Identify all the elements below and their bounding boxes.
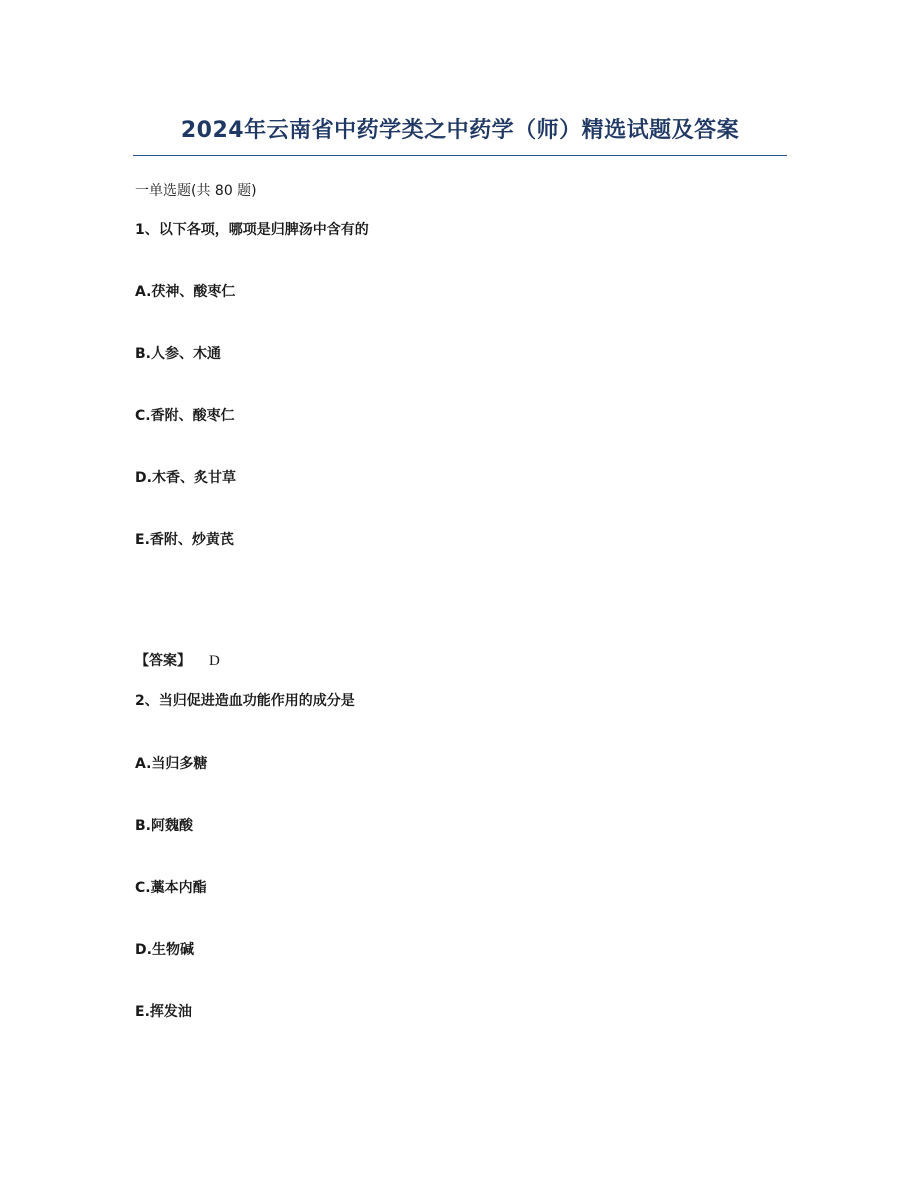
question-2-option-c: C.藁本内酯 (135, 880, 207, 896)
question-2-option-b: B.阿魏酸 (135, 818, 193, 834)
question-1-stem: 1、以下各项，哪项是归脾汤中含有的 (135, 222, 369, 238)
answer-value: D (209, 653, 220, 669)
question-1-option-e: E.香附、炒黄芪 (135, 532, 234, 548)
question-1-option-a: A.茯神、酸枣仁 (135, 284, 236, 300)
question-1-option-d: D.木香、炙甘草 (135, 470, 236, 486)
question-2-option-a: A.当归多糖 (135, 756, 208, 772)
question-1-option-c: C.香附、酸枣仁 (135, 408, 235, 424)
question-1-option-b: B.人参、木通 (135, 346, 221, 362)
section-heading: 一单选题(共 80 题) (135, 183, 257, 199)
answer-label: 【答案】 (135, 653, 191, 669)
question-2-stem: 2、当归促进造血功能作用的成分是 (135, 693, 355, 709)
question-1-answer (135, 651, 220, 671)
document-title: 2024年云南省中药学类之中药学（师）精选试题及答案 (180, 118, 740, 143)
question-2-option-d: D.生物碱 (135, 942, 194, 958)
question-2-option-e: E.挥发油 (135, 1004, 192, 1020)
title-underline (133, 155, 787, 156)
